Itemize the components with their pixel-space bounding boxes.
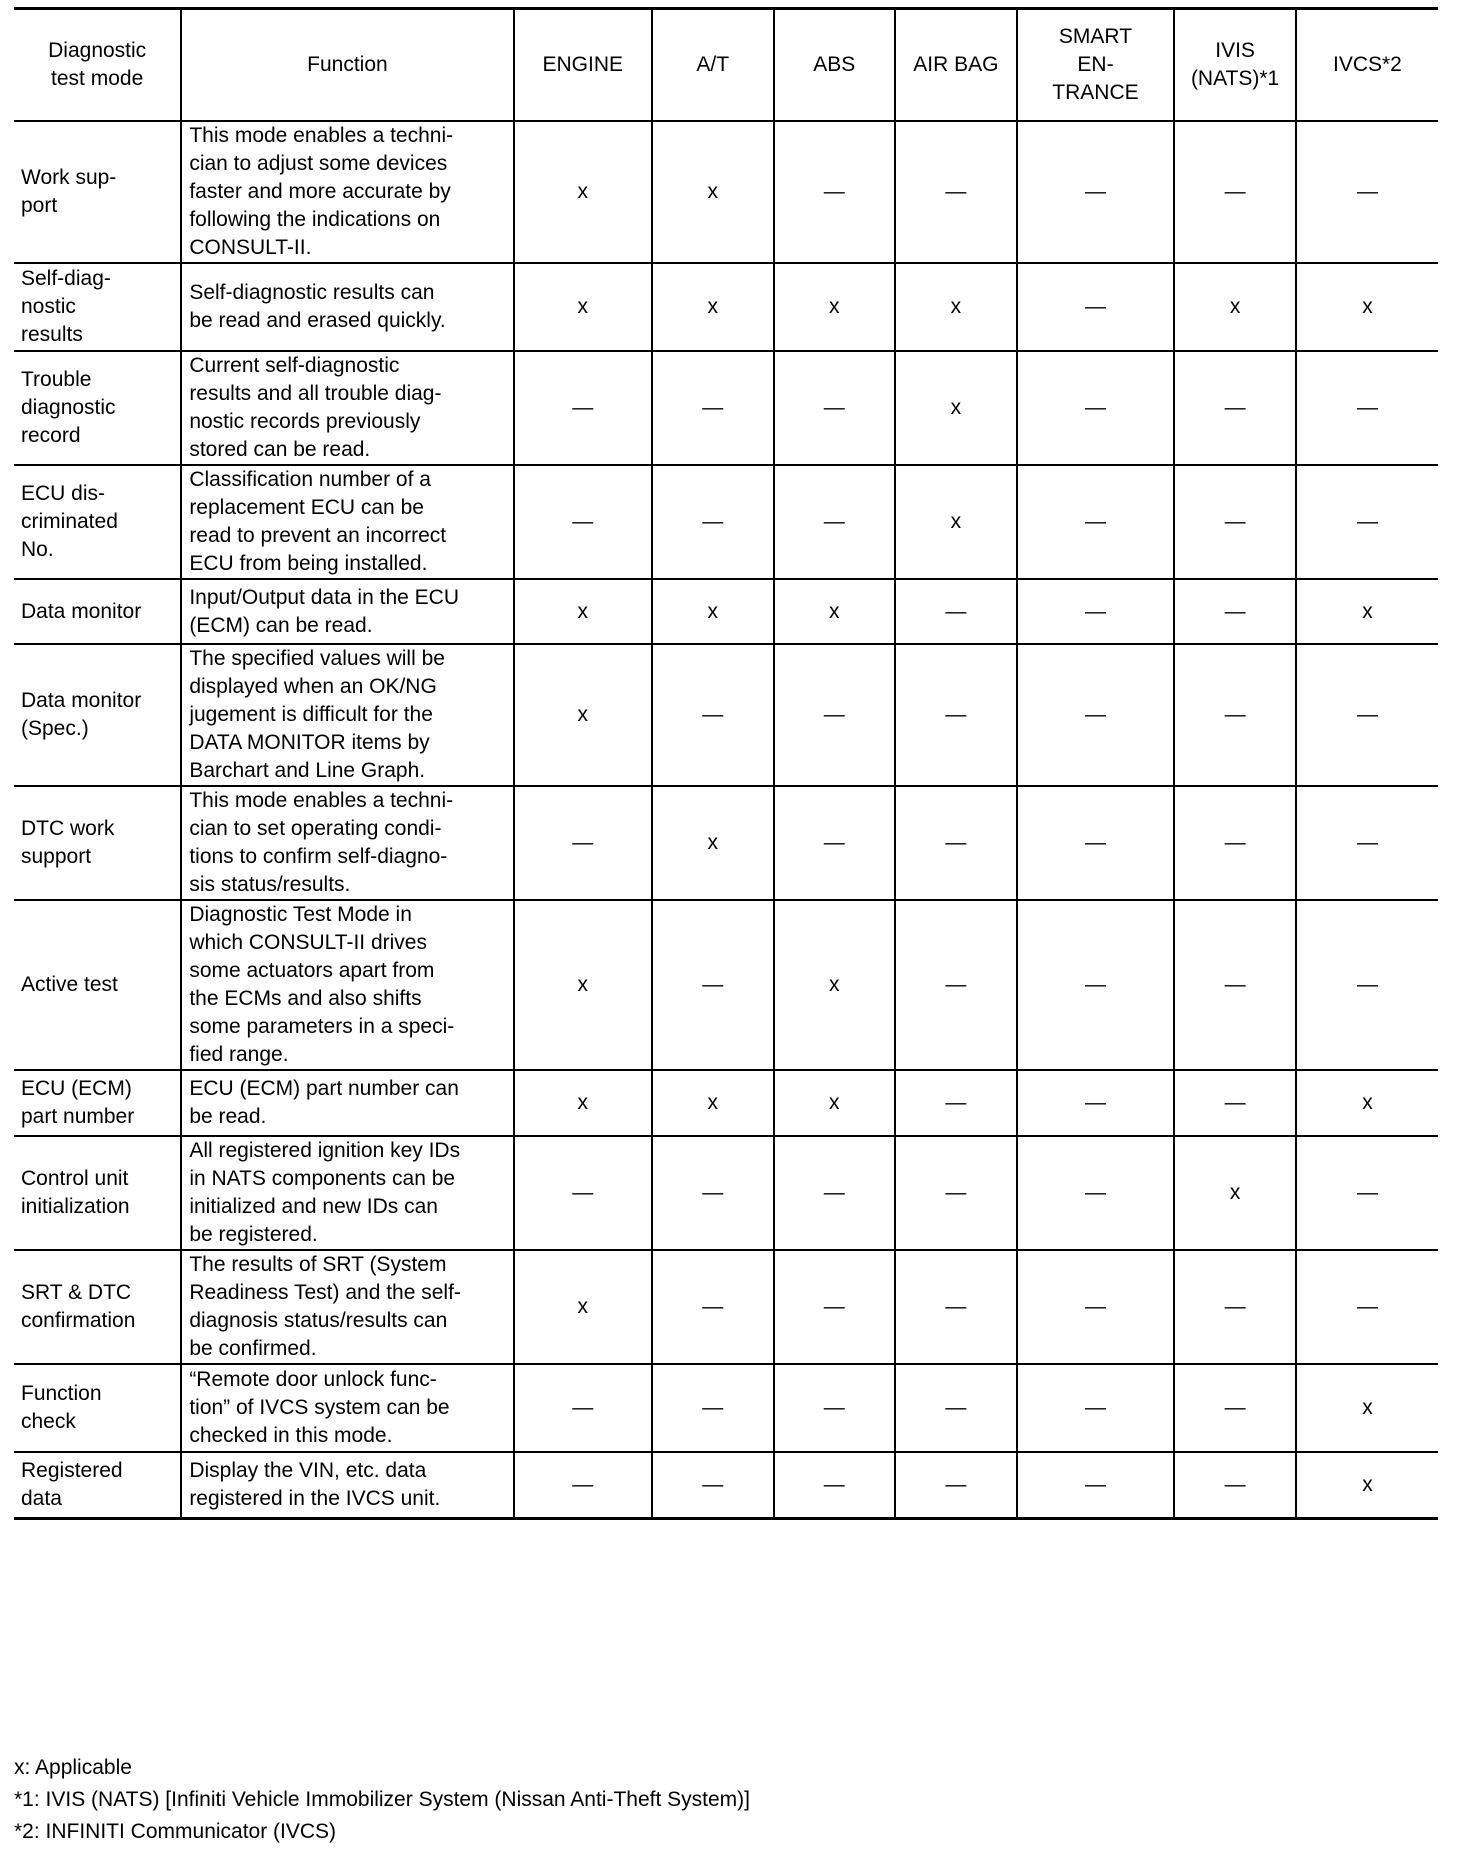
applicability-mark: — (774, 1136, 896, 1250)
row-mode-cell: Control unit initialization (14, 1136, 181, 1250)
applicability-mark: — (1174, 644, 1296, 786)
table-row (14, 1452, 1438, 1518)
row-mode-cell: ECU (ECM) part number (14, 1070, 181, 1136)
applicability-mark: x (652, 1070, 774, 1136)
footnote-ivcs: *2: INFINITI Communicator (IVCS) (14, 1820, 337, 1843)
header-abs: ABS (774, 9, 896, 122)
applicability-mark: — (1017, 1452, 1175, 1518)
applicability-mark: x (774, 900, 896, 1070)
table-row (14, 900, 1438, 1070)
footnote-ivis-nats: *1: IVIS (NATS) [Infiniti Vehicle Immobilizer System (Nissan Anti-Theft System)] (14, 1788, 750, 1811)
row-function-cell: “Remote door unlock func- tion” of IVCS system can be checked in this mode. (181, 1364, 513, 1452)
applicability-mark: x (774, 579, 896, 644)
row-mode-cell: Trouble diagnostic record (14, 351, 181, 465)
applicability-mark: x (1296, 263, 1438, 351)
applicability-mark: — (895, 900, 1017, 1070)
table-body (14, 121, 1438, 1518)
row-function-cell: Input/Output data in the ECU (ECM) can be read. (181, 579, 513, 644)
applicability-mark: — (1174, 121, 1296, 263)
header-air-bag: AIR BAG (895, 9, 1017, 122)
applicability-mark: — (1296, 786, 1438, 900)
applicability-mark: — (774, 465, 896, 579)
applicability-mark: — (652, 1364, 774, 1452)
applicability-mark: — (652, 1452, 774, 1518)
row-mode-cell: Self-diag- nostic results (14, 263, 181, 351)
applicability-mark: x (1174, 1136, 1296, 1250)
header-diagnostic-test-mode: Diagnostic test mode (14, 9, 181, 122)
footnotes (14, 1752, 750, 1848)
applicability-mark: — (1174, 351, 1296, 465)
applicability-mark: x (652, 579, 774, 644)
row-function-cell: This mode enables a techni- cian to set operating condi- tions to confirm self-diagno- sis status/results. (181, 786, 513, 900)
header-engine: ENGINE (514, 9, 652, 122)
applicability-mark: x (895, 263, 1017, 351)
applicability-mark: — (514, 1136, 652, 1250)
applicability-mark: — (514, 1364, 652, 1452)
row-mode-cell: Work sup- port (14, 121, 181, 263)
applicability-mark: — (1296, 1136, 1438, 1250)
applicability-mark: x (652, 786, 774, 900)
header-at: A/T (652, 9, 774, 122)
applicability-mark: — (514, 351, 652, 465)
row-mode-cell: Data monitor (14, 579, 181, 644)
table-row (14, 1364, 1438, 1452)
applicability-mark: — (895, 644, 1017, 786)
applicability-mark: x (1174, 263, 1296, 351)
table-row (14, 1136, 1438, 1250)
applicability-mark: x (514, 644, 652, 786)
applicability-mark: — (1296, 351, 1438, 465)
row-function-cell: Diagnostic Test Mode in which CONSULT-II drives some actuators apart from the ECMs and also shifts some parameters in a speci- fied range. (181, 900, 513, 1070)
applicability-mark: — (774, 121, 896, 263)
applicability-mark: — (514, 786, 652, 900)
row-function-cell: This mode enables a techni- cian to adjust some devices faster and more accurate by following the indications on CONSULT-II. (181, 121, 513, 263)
row-function-cell: The results of SRT (System Readiness Test) and the self- diagnosis status/results can be confirmed. (181, 1250, 513, 1364)
applicability-mark: — (1017, 1250, 1175, 1364)
applicability-mark: — (652, 900, 774, 1070)
applicability-mark: — (1174, 579, 1296, 644)
applicability-mark: — (895, 1070, 1017, 1136)
applicability-mark: — (1296, 1250, 1438, 1364)
applicability-mark: — (1174, 900, 1296, 1070)
applicability-mark: — (774, 1364, 896, 1452)
applicability-mark: — (1017, 786, 1175, 900)
header-function: Function (181, 9, 513, 122)
applicability-mark: — (774, 351, 896, 465)
applicability-mark: x (1296, 1364, 1438, 1452)
applicability-mark: x (514, 263, 652, 351)
applicability-mark: x (895, 351, 1017, 465)
row-mode-cell: Data monitor (Spec.) (14, 644, 181, 786)
applicability-mark: — (774, 1452, 896, 1518)
header-smart-entrance: SMART EN- TRANCE (1017, 9, 1175, 122)
row-function-cell: Display the VIN, etc. data registered in the IVCS unit. (181, 1452, 513, 1518)
diagnostic-test-mode-table (14, 7, 1438, 1520)
applicability-mark: — (895, 1364, 1017, 1452)
applicability-mark: — (1296, 121, 1438, 263)
row-function-cell: The specified values will be displayed when an OK/NG jugement is difficult for the DATA MONITOR items by Barchart and Line Graph. (181, 644, 513, 786)
row-mode-cell: Active test (14, 900, 181, 1070)
applicability-mark: x (514, 900, 652, 1070)
applicability-mark: — (1174, 786, 1296, 900)
applicability-mark: — (895, 1452, 1017, 1518)
table-row (14, 465, 1438, 579)
applicability-mark: — (1174, 1452, 1296, 1518)
table-row (14, 786, 1438, 900)
table-row (14, 579, 1438, 644)
applicability-mark: — (1017, 1364, 1175, 1452)
applicability-mark: x (514, 1250, 652, 1364)
applicability-mark: — (1174, 465, 1296, 579)
applicability-mark: x (1296, 579, 1438, 644)
header-ivcs: IVCS*2 (1296, 9, 1438, 122)
applicability-mark: x (514, 121, 652, 263)
header-row (14, 9, 1438, 122)
applicability-mark: x (514, 1070, 652, 1136)
applicability-mark: — (1017, 121, 1175, 263)
applicability-mark: — (1174, 1364, 1296, 1452)
applicability-mark: — (1296, 644, 1438, 786)
applicability-mark: — (1174, 1250, 1296, 1364)
row-function-cell: Current self-diagnostic results and all trouble diag- nostic records previously stored can be read. (181, 351, 513, 465)
applicability-mark: — (1296, 900, 1438, 1070)
applicability-mark: — (1017, 465, 1175, 579)
applicability-mark: — (652, 644, 774, 786)
applicability-mark: — (514, 465, 652, 579)
applicability-mark: — (895, 1136, 1017, 1250)
applicability-mark: x (1296, 1452, 1438, 1518)
applicability-mark: — (1017, 900, 1175, 1070)
applicability-mark: — (1017, 263, 1175, 351)
applicability-mark: x (652, 121, 774, 263)
table-row (14, 644, 1438, 786)
row-mode-cell: DTC work support (14, 786, 181, 900)
row-function-cell: Self-diagnostic results can be read and erased quickly. (181, 263, 513, 351)
applicability-mark: — (1017, 351, 1175, 465)
footnote-applicable: x: Applicable (14, 1756, 132, 1779)
header-ivis-nats: IVIS (NATS)*1 (1174, 9, 1296, 122)
row-mode-cell: SRT & DTC confirmation (14, 1250, 181, 1364)
applicability-mark: x (895, 465, 1017, 579)
applicability-mark: — (1296, 465, 1438, 579)
applicability-mark: x (1296, 1070, 1438, 1136)
table-row (14, 121, 1438, 263)
applicability-mark: — (774, 786, 896, 900)
applicability-mark: — (895, 786, 1017, 900)
row-mode-cell: ECU dis- criminated No. (14, 465, 181, 579)
applicability-mark: — (774, 1250, 896, 1364)
applicability-mark: — (895, 1250, 1017, 1364)
applicability-mark: — (652, 351, 774, 465)
applicability-mark: — (652, 1250, 774, 1364)
applicability-mark: — (1174, 1070, 1296, 1136)
applicability-mark: — (774, 644, 896, 786)
applicability-mark: — (1017, 1136, 1175, 1250)
applicability-mark: — (652, 465, 774, 579)
row-mode-cell: Function check (14, 1364, 181, 1452)
table-row (14, 263, 1438, 351)
applicability-mark: — (514, 1452, 652, 1518)
table-row (14, 1250, 1438, 1364)
applicability-mark: x (652, 263, 774, 351)
row-function-cell: ECU (ECM) part number can be read. (181, 1070, 513, 1136)
table-row (14, 1070, 1438, 1136)
applicability-mark: x (774, 1070, 896, 1136)
applicability-mark: — (895, 121, 1017, 263)
table-row (14, 351, 1438, 465)
row-function-cell: All registered ignition key IDs in NATS components can be initialized and new IDs can be registered. (181, 1136, 513, 1250)
row-function-cell: Classification number of a replacement ECU can be read to prevent an incorrect ECU from being installed. (181, 465, 513, 579)
applicability-mark: — (1017, 1070, 1175, 1136)
applicability-mark: x (514, 579, 652, 644)
applicability-mark: — (1017, 579, 1175, 644)
applicability-mark: — (1017, 644, 1175, 786)
applicability-mark: x (774, 263, 896, 351)
applicability-mark: — (895, 579, 1017, 644)
applicability-mark: — (652, 1136, 774, 1250)
row-mode-cell: Registered data (14, 1452, 181, 1518)
